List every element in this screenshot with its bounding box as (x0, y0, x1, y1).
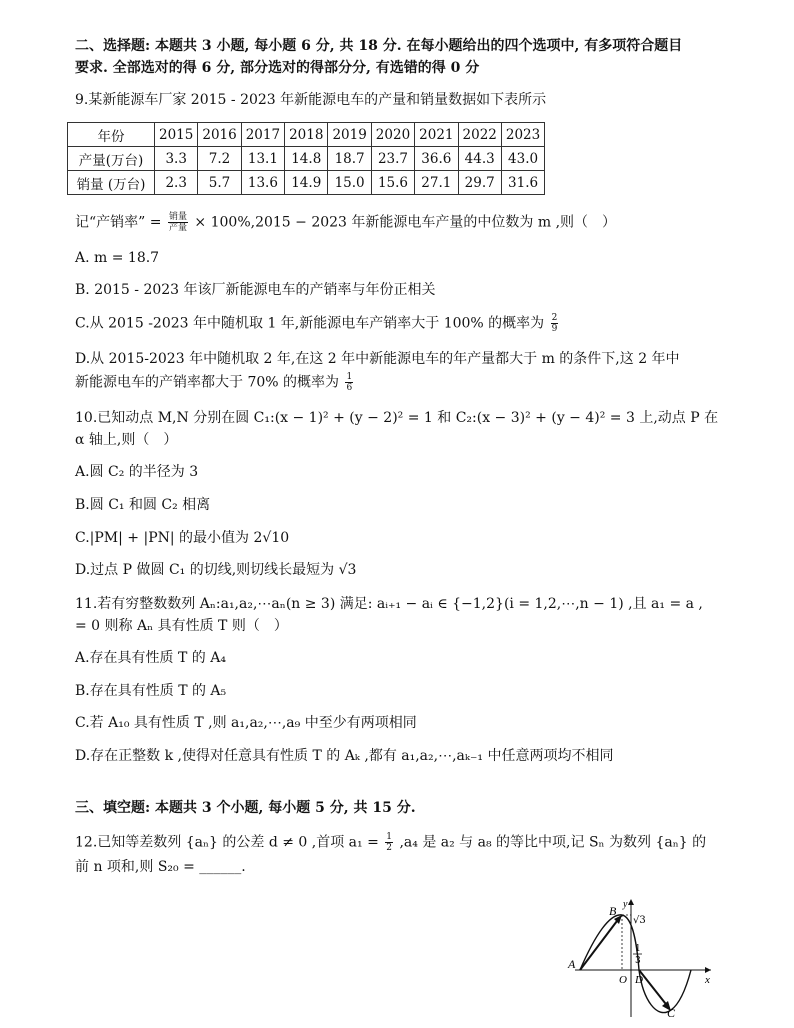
q12-fraction (385, 832, 393, 853)
table-cell: 13.6 (241, 171, 284, 195)
table-year: 2015 (155, 123, 198, 147)
section-2-header-line1: 二、选择题: 本题共 3 小题, 每小题 6 分, 共 18 分. 在每小题给出的四个选项中, 有多项符合题目 (75, 38, 683, 54)
table-year: 2023 (501, 123, 544, 147)
table-year: 2016 (198, 123, 241, 147)
table-cell: 13.1 (241, 147, 284, 171)
table-row (68, 171, 545, 195)
table-year: 2018 (285, 123, 328, 147)
q12-text-a: 12.已知等差数列 {aₙ} 的公差 d ≠ 0 ,首项 a₁ = (75, 834, 379, 851)
q9-option-d-text: 新能源电车的产销率都大于 70% 的概率为 (75, 374, 340, 391)
table-cell: 5.7 (198, 171, 241, 195)
table-row (68, 147, 545, 171)
q9-stem: 9.某新能源车厂家 2015 - 2023 年新能源电车的产量和销量数据如下表所示 (75, 92, 547, 108)
q9-option-d-line2 (75, 372, 355, 393)
label-d: D (635, 974, 643, 986)
fraction-denominator: 6 (346, 383, 353, 393)
label-y: y (623, 899, 628, 910)
q10-option-b: B.圆 C₁ 和圆 C₂ 相离 (75, 497, 211, 513)
q10-option-c: C.|PM| + |PN| 的最小值为 2√10 (75, 530, 290, 546)
table-row (68, 123, 545, 147)
q9-option-d-line1: D.从 2015-2023 年中随机取 2 年,在这 2 年中新能源电车的年产量都大于 m 的条件下,这 2 年中 (75, 351, 680, 367)
label-b: B (609, 904, 617, 918)
table-cell: 14.9 (285, 171, 328, 195)
label-x: x (705, 974, 710, 986)
table-year: 2020 (371, 123, 414, 147)
q10-stem-line1: 10.已知动点 M,N 分别在圆 C₁:(x − 1)² + (y − 2)² = 1 和 C₂:(x − 3)² + (y − 4)² = 3 上,动点 P 在 (75, 410, 719, 426)
label-a: A (568, 957, 576, 971)
fraction-denominator: 产量 (168, 223, 187, 233)
table-cell: 23.7 (371, 147, 414, 171)
q10-option-d: D.过点 P 做圆 C₁ 的切线,则切线长最短为 √3 (75, 562, 357, 578)
table-cell: 15.6 (371, 171, 414, 195)
q9-option-c (75, 313, 560, 334)
q9-option-b: B. 2015 - 2023 年该厂新能源电车的产销率与年份正相关 (75, 282, 436, 298)
table-row-label: 销量 (万台) (68, 171, 155, 195)
table-cell: 31.6 (501, 171, 544, 195)
label-c: C (667, 1006, 676, 1020)
q11-option-b: B.存在具有性质 T 的 A₅ (75, 683, 227, 699)
table-year: 2021 (415, 123, 458, 147)
q9-def-fraction (168, 212, 188, 233)
q11-option-a: A.存在具有性质 T 的 A₄ (75, 650, 226, 666)
q12-stem-line2: 前 n 项和,则 S₂₀ = ______. (75, 859, 246, 875)
vector-ab (580, 917, 620, 970)
q9-option-d-fraction (345, 372, 353, 393)
q9-def-prefix: 记“产销率” = (75, 214, 162, 231)
fraction-denominator: 9 (551, 324, 558, 334)
q12-text-b: ,a₄ 是 a₂ 与 a₈ 的等比中项,记 Sₙ 为数列 {aₙ} 的 (399, 834, 707, 851)
q9-data-table (67, 122, 545, 195)
q10-stem-line2: α 轴上,则（ ） (75, 432, 178, 448)
table-cell: 36.6 (415, 147, 458, 171)
table-row-label: 产量(万台) (68, 147, 155, 171)
label-one-third-den: 3 (635, 956, 641, 966)
table-cell: 2.3 (155, 171, 198, 195)
fraction-numerator: 1 (386, 832, 393, 842)
q11-option-c: C.若 A₁₀ 具有性质 T ,则 a₁,a₂,⋯,a₉ 中至少有两项相同 (75, 715, 417, 731)
table-cell: 27.1 (415, 171, 458, 195)
table-cell: 44.3 (458, 147, 501, 171)
label-one-third-num: 1 (635, 944, 641, 954)
q9-definition (75, 212, 616, 233)
label-o: O (619, 974, 627, 986)
fraction-numerator: 1 (346, 372, 353, 382)
table-header-label: 年份 (68, 123, 155, 147)
q11-stem-line1: 11.若有穷整数数列 Aₙ:a₁,a₂,⋯aₙ(n ≥ 3) 满足: aᵢ₊₁ − aᵢ ∈ {−1,2}(i = 1,2,⋯,n − 1) ,且 a₁ = a , (75, 596, 703, 612)
table-cell: 18.7 (328, 147, 371, 171)
fraction-numerator: 2 (551, 313, 558, 323)
table-year: 2019 (328, 123, 371, 147)
label-sqrt3: √3 (633, 915, 646, 926)
table-cell: 14.8 (285, 147, 328, 171)
x-axis-arrow (705, 967, 711, 973)
q9-option-c-fraction (551, 313, 559, 334)
q10-option-a: A.圆 C₂ 的半径为 3 (75, 464, 199, 480)
q11-option-d: D.存在正整数 k ,使得对任意具有性质 T 的 Aₖ ,都有 a₁,a₂,⋯,aₖ₋₁ 中任意两项均不相同 (75, 748, 614, 764)
fraction-denominator: 2 (386, 843, 393, 853)
table-cell: 15.0 (328, 171, 371, 195)
y-axis-arrow (628, 899, 634, 905)
table-cell: 3.3 (155, 147, 198, 171)
q11-stem-line2: = 0 则称 Aₙ 具有性质 T 则（ ） (75, 618, 288, 634)
section-2-header-line2: 要求. 全部选对的得 6 分, 部分选对的得部分分, 有选错的得 0 分 (75, 60, 480, 76)
table-year: 2022 (458, 123, 501, 147)
sine-graph-figure (565, 895, 715, 1020)
table-cell: 43.0 (501, 147, 544, 171)
table-year: 2017 (241, 123, 284, 147)
table-cell: 7.2 (198, 147, 241, 171)
table-cell: 29.7 (458, 171, 501, 195)
q9-def-suffix: × 100%,2015 − 2023 年新能源电车产量的中位数为 m ,则（ ） (194, 214, 617, 231)
q12-stem-line1 (75, 832, 706, 853)
fraction-numerator: 销量 (168, 212, 187, 222)
section-3-header: 三、填空题: 本题共 3 个小题, 每小题 5 分, 共 15 分. (75, 800, 416, 816)
q9-option-a: A. m = 18.7 (75, 250, 160, 266)
q9-option-c-text: C.从 2015 -2023 年中随机取 1 年,新能源电车产销率大于 100% 的概率为 (75, 315, 545, 332)
